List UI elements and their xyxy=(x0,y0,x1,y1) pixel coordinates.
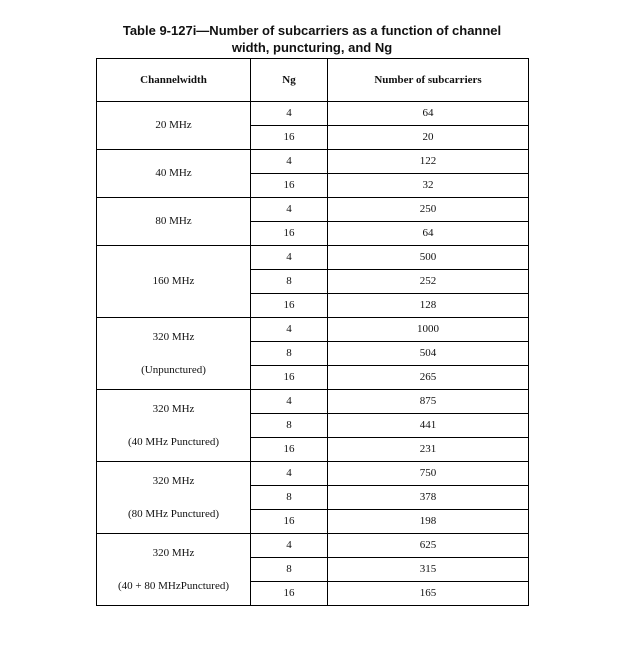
subcarriers-cell: 198 xyxy=(328,510,529,534)
subcarriers-cell: 441 xyxy=(328,414,529,438)
table-row xyxy=(97,198,529,222)
channel-width-label: (Unpunctured) xyxy=(141,363,206,376)
column-header-number-of-subcarriers: Number of subcarriers xyxy=(328,59,529,102)
ng-cell: 16 xyxy=(251,294,328,318)
subcarriers-cell: 1000 xyxy=(328,318,529,342)
table-body xyxy=(97,102,529,606)
caption-line-2: width, puncturing, and Ng xyxy=(231,40,393,55)
subcarriers-cell: 122 xyxy=(328,150,529,174)
ng-cell: 4 xyxy=(251,198,328,222)
ng-cell: 16 xyxy=(251,222,328,246)
ng-cell: 16 xyxy=(251,366,328,390)
ng-cell: 16 xyxy=(251,510,328,534)
channel-width-cell xyxy=(97,150,251,198)
channel-width-label: 160 MHz xyxy=(152,275,195,287)
channel-width-label: 320 MHz xyxy=(152,402,195,415)
subcarriers-cell: 32 xyxy=(328,174,529,198)
subcarriers-cell: 165 xyxy=(328,582,529,606)
channel-width-cell xyxy=(97,534,251,606)
table-row xyxy=(97,534,529,558)
subcarriers-cell: 504 xyxy=(328,342,529,366)
channel-width-label: 40 MHz xyxy=(155,167,192,179)
subcarriers-cell: 265 xyxy=(328,366,529,390)
column-header-ng: Ng xyxy=(251,59,328,102)
header-row xyxy=(97,59,529,102)
table-row xyxy=(97,462,529,486)
ng-cell: 4 xyxy=(251,462,328,486)
channel-width-cell xyxy=(97,246,251,318)
table-row xyxy=(97,246,529,270)
table-row xyxy=(97,102,529,126)
channel-width-cell xyxy=(97,462,251,534)
subcarriers-table xyxy=(96,58,529,606)
subcarriers-cell: 625 xyxy=(328,534,529,558)
ng-cell: 8 xyxy=(251,558,328,582)
subcarriers-cell: 231 xyxy=(328,438,529,462)
subcarriers-cell: 315 xyxy=(328,558,529,582)
channel-width-label: 320 MHz xyxy=(152,474,195,487)
subcarriers-cell: 250 xyxy=(328,198,529,222)
channel-width-label: (80 MHz Punctured) xyxy=(127,507,220,520)
ng-cell: 8 xyxy=(251,342,328,366)
channel-width-cell xyxy=(97,198,251,246)
ng-cell: 16 xyxy=(251,126,328,150)
ng-cell: 8 xyxy=(251,270,328,294)
subcarriers-cell: 64 xyxy=(328,222,529,246)
ng-cell: 4 xyxy=(251,150,328,174)
ng-cell: 8 xyxy=(251,414,328,438)
ng-cell: 4 xyxy=(251,102,328,126)
ng-cell: 4 xyxy=(251,318,328,342)
table-caption xyxy=(96,22,528,56)
subcarriers-cell: 378 xyxy=(328,486,529,510)
caption-line-1: Table 9-127i—Number of subcarriers as a function of channel xyxy=(122,23,502,38)
ng-cell: 4 xyxy=(251,246,328,270)
ng-cell: 4 xyxy=(251,390,328,414)
ng-cell: 16 xyxy=(251,582,328,606)
subcarriers-cell: 750 xyxy=(328,462,529,486)
subcarriers-cell: 128 xyxy=(328,294,529,318)
ng-cell: 4 xyxy=(251,534,328,558)
channel-width-cell xyxy=(97,390,251,462)
channel-width-cell xyxy=(97,102,251,150)
channel-width-label: (40 + 80 MHzPunctured) xyxy=(118,579,229,592)
subcarriers-cell: 875 xyxy=(328,390,529,414)
ng-cell: 16 xyxy=(251,174,328,198)
table-row xyxy=(97,390,529,414)
table-row xyxy=(97,150,529,174)
channel-width-label: 80 MHz xyxy=(155,215,192,227)
channel-width-cell xyxy=(97,318,251,390)
ng-cell: 8 xyxy=(251,486,328,510)
channel-width-label: 20 MHz xyxy=(155,119,192,131)
table-row xyxy=(97,318,529,342)
subcarriers-cell: 500 xyxy=(328,246,529,270)
subcarriers-cell: 20 xyxy=(328,126,529,150)
channel-width-label: 320 MHz xyxy=(152,330,195,343)
ng-cell: 16 xyxy=(251,438,328,462)
subcarriers-cell: 64 xyxy=(328,102,529,126)
channel-width-label: 320 MHz xyxy=(152,546,195,559)
subcarriers-cell: 252 xyxy=(328,270,529,294)
column-header-channel-width: Channelwidth xyxy=(97,59,251,102)
channel-width-label: (40 MHz Punctured) xyxy=(127,435,220,448)
